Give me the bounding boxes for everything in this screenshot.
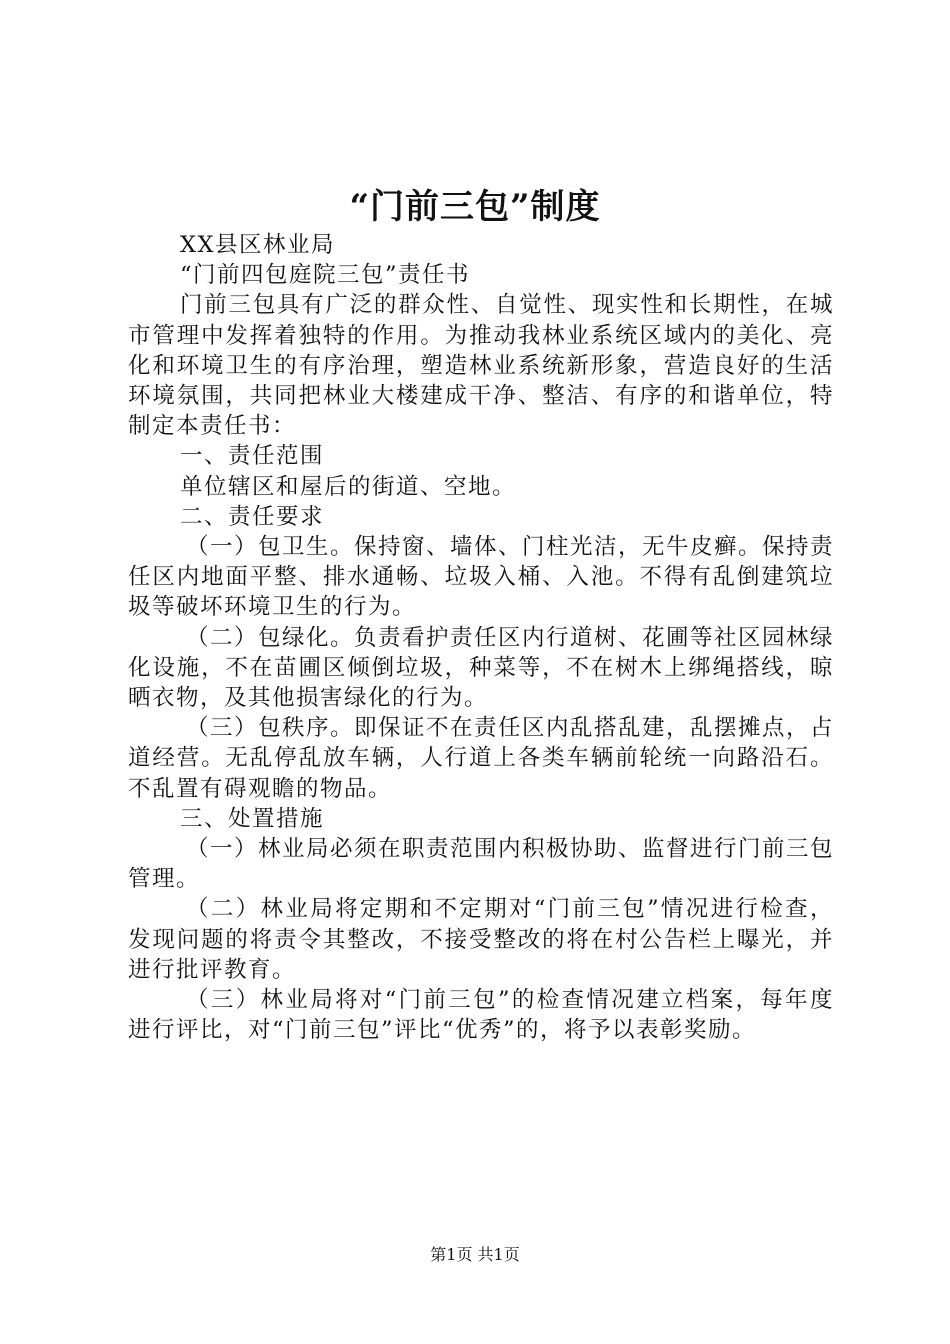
issuer-line: XX县区林业局 [180, 232, 336, 258]
subtitle-line: “门前四包庭院三包”责任书 [180, 262, 471, 289]
document-title: “门前三包”制度 [349, 187, 601, 227]
measure-archive: （三）林业局将对“门前三包”的检查情况建立档案，每年度进行评比，对“门前三包”评比“优秀”的，将予以表彰奖励。 [128, 987, 834, 1044]
section-heading-scope: 一、责任范围 [180, 443, 325, 470]
document-body [128, 230, 834, 1045]
requirement-hygiene: （一）包卫生。保持窗、墙体、门柱光洁，无牛皮癣。保持责任区内地面平整、排水通畅、垃圾入桶、入池。不得有乱倒建筑垃圾等破坏环境卫生的行为。 [128, 534, 835, 621]
requirement-greening: （二）包绿化。负责看护责任区内行道树、花圃等社区园林绿化设施，不在苗圃区倾倒垃圾，种菜等，不在树木上绑绳搭线，晾晒衣物，及其他损害绿化的行为。 [128, 624, 835, 712]
scope-paragraph: 单位辖区和屋后的街道、空地。 [180, 473, 517, 500]
intro-paragraph: 门前三包具有广泛的群众性、自觉性、现实性和长期性，在城市管理中发挥着独特的作用。为推动我林业系统区域内的美化、亮化和环境卫生的有序治理，塑造林业系统新形象，营造良好的生活环境氛围，共同把林业大楼建成干净、整洁、有序的和谐单位，特制定本责任书： [128, 292, 834, 440]
section-heading-requirements: 二、责任要求 [180, 503, 325, 530]
measure-inspection: （二）林业局将定期和不定期对“门前三包”情况进行检查，发现问题的将责令其整改，不接受整改的将在村公告栏上曝光，并进行批评教育。 [128, 896, 834, 983]
page-number-footer: 第1页 共1页 [430, 1245, 520, 1264]
section-heading-measures: 三、处置措施 [180, 805, 325, 832]
measure-supervision: （一）林业局必须在职责范围内积极协助、监督进行门前三包管理。 [128, 836, 835, 893]
requirement-order: （三）包秩序。即保证不在责任区内乱搭乱建，乱摆摊点，占道经营。无乱停乱放车辆，人行道上各类车辆前轮统一向路沿石。不乱置有碍观瞻的物品。 [128, 715, 835, 802]
